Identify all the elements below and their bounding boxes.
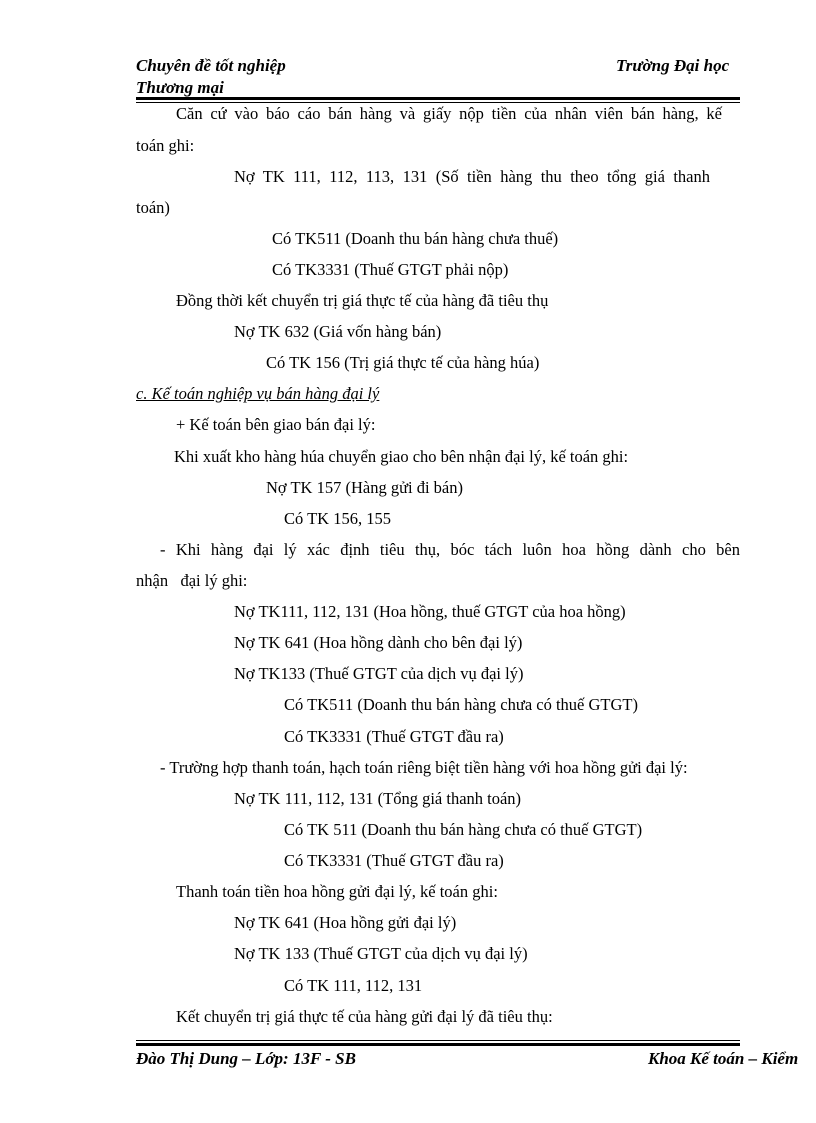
footer-rule-thick <box>136 1043 740 1046</box>
body-line: Kết chuyển trị giá thực tế của hàng gửi đại lý đã tiêu thụ: <box>176 1007 553 1026</box>
footer-right: Khoa Kế toán – Kiểm <box>648 1049 799 1068</box>
body-line: Thanh toán tiền hoa hồng gửi đại lý, kế toán ghi: <box>176 882 498 901</box>
body-line: Có TK 511 (Doanh thu bán hàng chưa có thuế GTGT) <box>284 820 643 839</box>
body-line: - Trường hợp thanh toán, hạch toán riêng biệt tiền hàng với hoa hồng gửi đại lý: <box>160 758 688 777</box>
body-line: Nợ TK 632 (Giá vốn hàng bán) <box>234 322 442 341</box>
body-line: Có TK3331 (Thuế GTGT đầu ra) <box>284 727 504 746</box>
header-rule-thick <box>136 97 740 100</box>
footer-rule-thin <box>136 1040 740 1041</box>
body-line: Có TK 111, 112, 131 <box>284 976 423 995</box>
body-line: Nợ TK111, 112, 131 (Hoa hồng, thuế GTGT của hoa hồng) <box>234 602 626 621</box>
body-line: Có TK 156, 155 <box>284 509 391 528</box>
body-line: Nợ TK 133 (Thuế GTGT của dịch vụ đại lý) <box>234 944 528 963</box>
body-line: nhận đại lý ghi: <box>136 571 248 590</box>
body-line: Đồng thời kết chuyển trị giá thực tế của hàng đã tiêu thụ <box>176 291 549 310</box>
header-right-title: Trường Đại học <box>616 56 730 75</box>
header-subtitle: Thương mại <box>136 78 224 97</box>
footer-left: Đào Thị Dung – Lớp: 13F - SB <box>136 1049 356 1068</box>
section-heading: c. Kế toán nghiệp vụ bán hàng đại lý <box>136 384 380 403</box>
body-line: Có TK3331 (Thuế GTGT đầu ra) <box>284 851 504 870</box>
body-line: Có TK511 (Doanh thu bán hàng chưa có thuế GTGT) <box>284 695 638 714</box>
body-line: Nợ TK 111, 112, 113, 131 (Số tiền hàng thu theo tổng giá thanh <box>234 167 710 186</box>
body-line: Nợ TK 641 (Hoa hồng gửi đại lý) <box>234 913 457 932</box>
body-line: + Kế toán bên giao bán đại lý: <box>176 415 376 434</box>
body-line: toán) <box>136 198 170 217</box>
body-line: Khi xuất kho hàng húa chuyển giao cho bên nhận đại lý, kế toán ghi: <box>174 447 629 466</box>
body-line: Nợ TK 111, 112, 131 (Tổng giá thanh toán) <box>234 789 522 808</box>
body-line: Có TK3331 (Thuế GTGT phải nộp) <box>272 260 509 279</box>
body-line: Có TK 156 (Trị giá thực tế của hàng húa) <box>266 353 540 372</box>
body-line: Nợ TK 157 (Hàng gửi đi bán) <box>266 478 464 497</box>
body-line: Căn cứ vào báo cáo bán hàng và giấy nộp tiền của nhân viên bán hàng, kế <box>176 104 722 123</box>
header-left-title: Chuyên đề tốt nghiệp <box>136 56 286 75</box>
body-line: Có TK511 (Doanh thu bán hàng chưa thuế) <box>272 229 559 248</box>
body-line: toán ghi: <box>136 136 195 155</box>
body-line: Nợ TK 641 (Hoa hồng dành cho bên đại lý) <box>234 633 523 652</box>
body-line: Nợ TK133 (Thuế GTGT của dịch vụ đại lý) <box>234 664 524 683</box>
header-rule-thin <box>136 102 740 103</box>
body-line: - Khi hàng đại lý xác định tiêu thụ, bóc tách luôn hoa hồng dành cho bên <box>160 540 740 559</box>
